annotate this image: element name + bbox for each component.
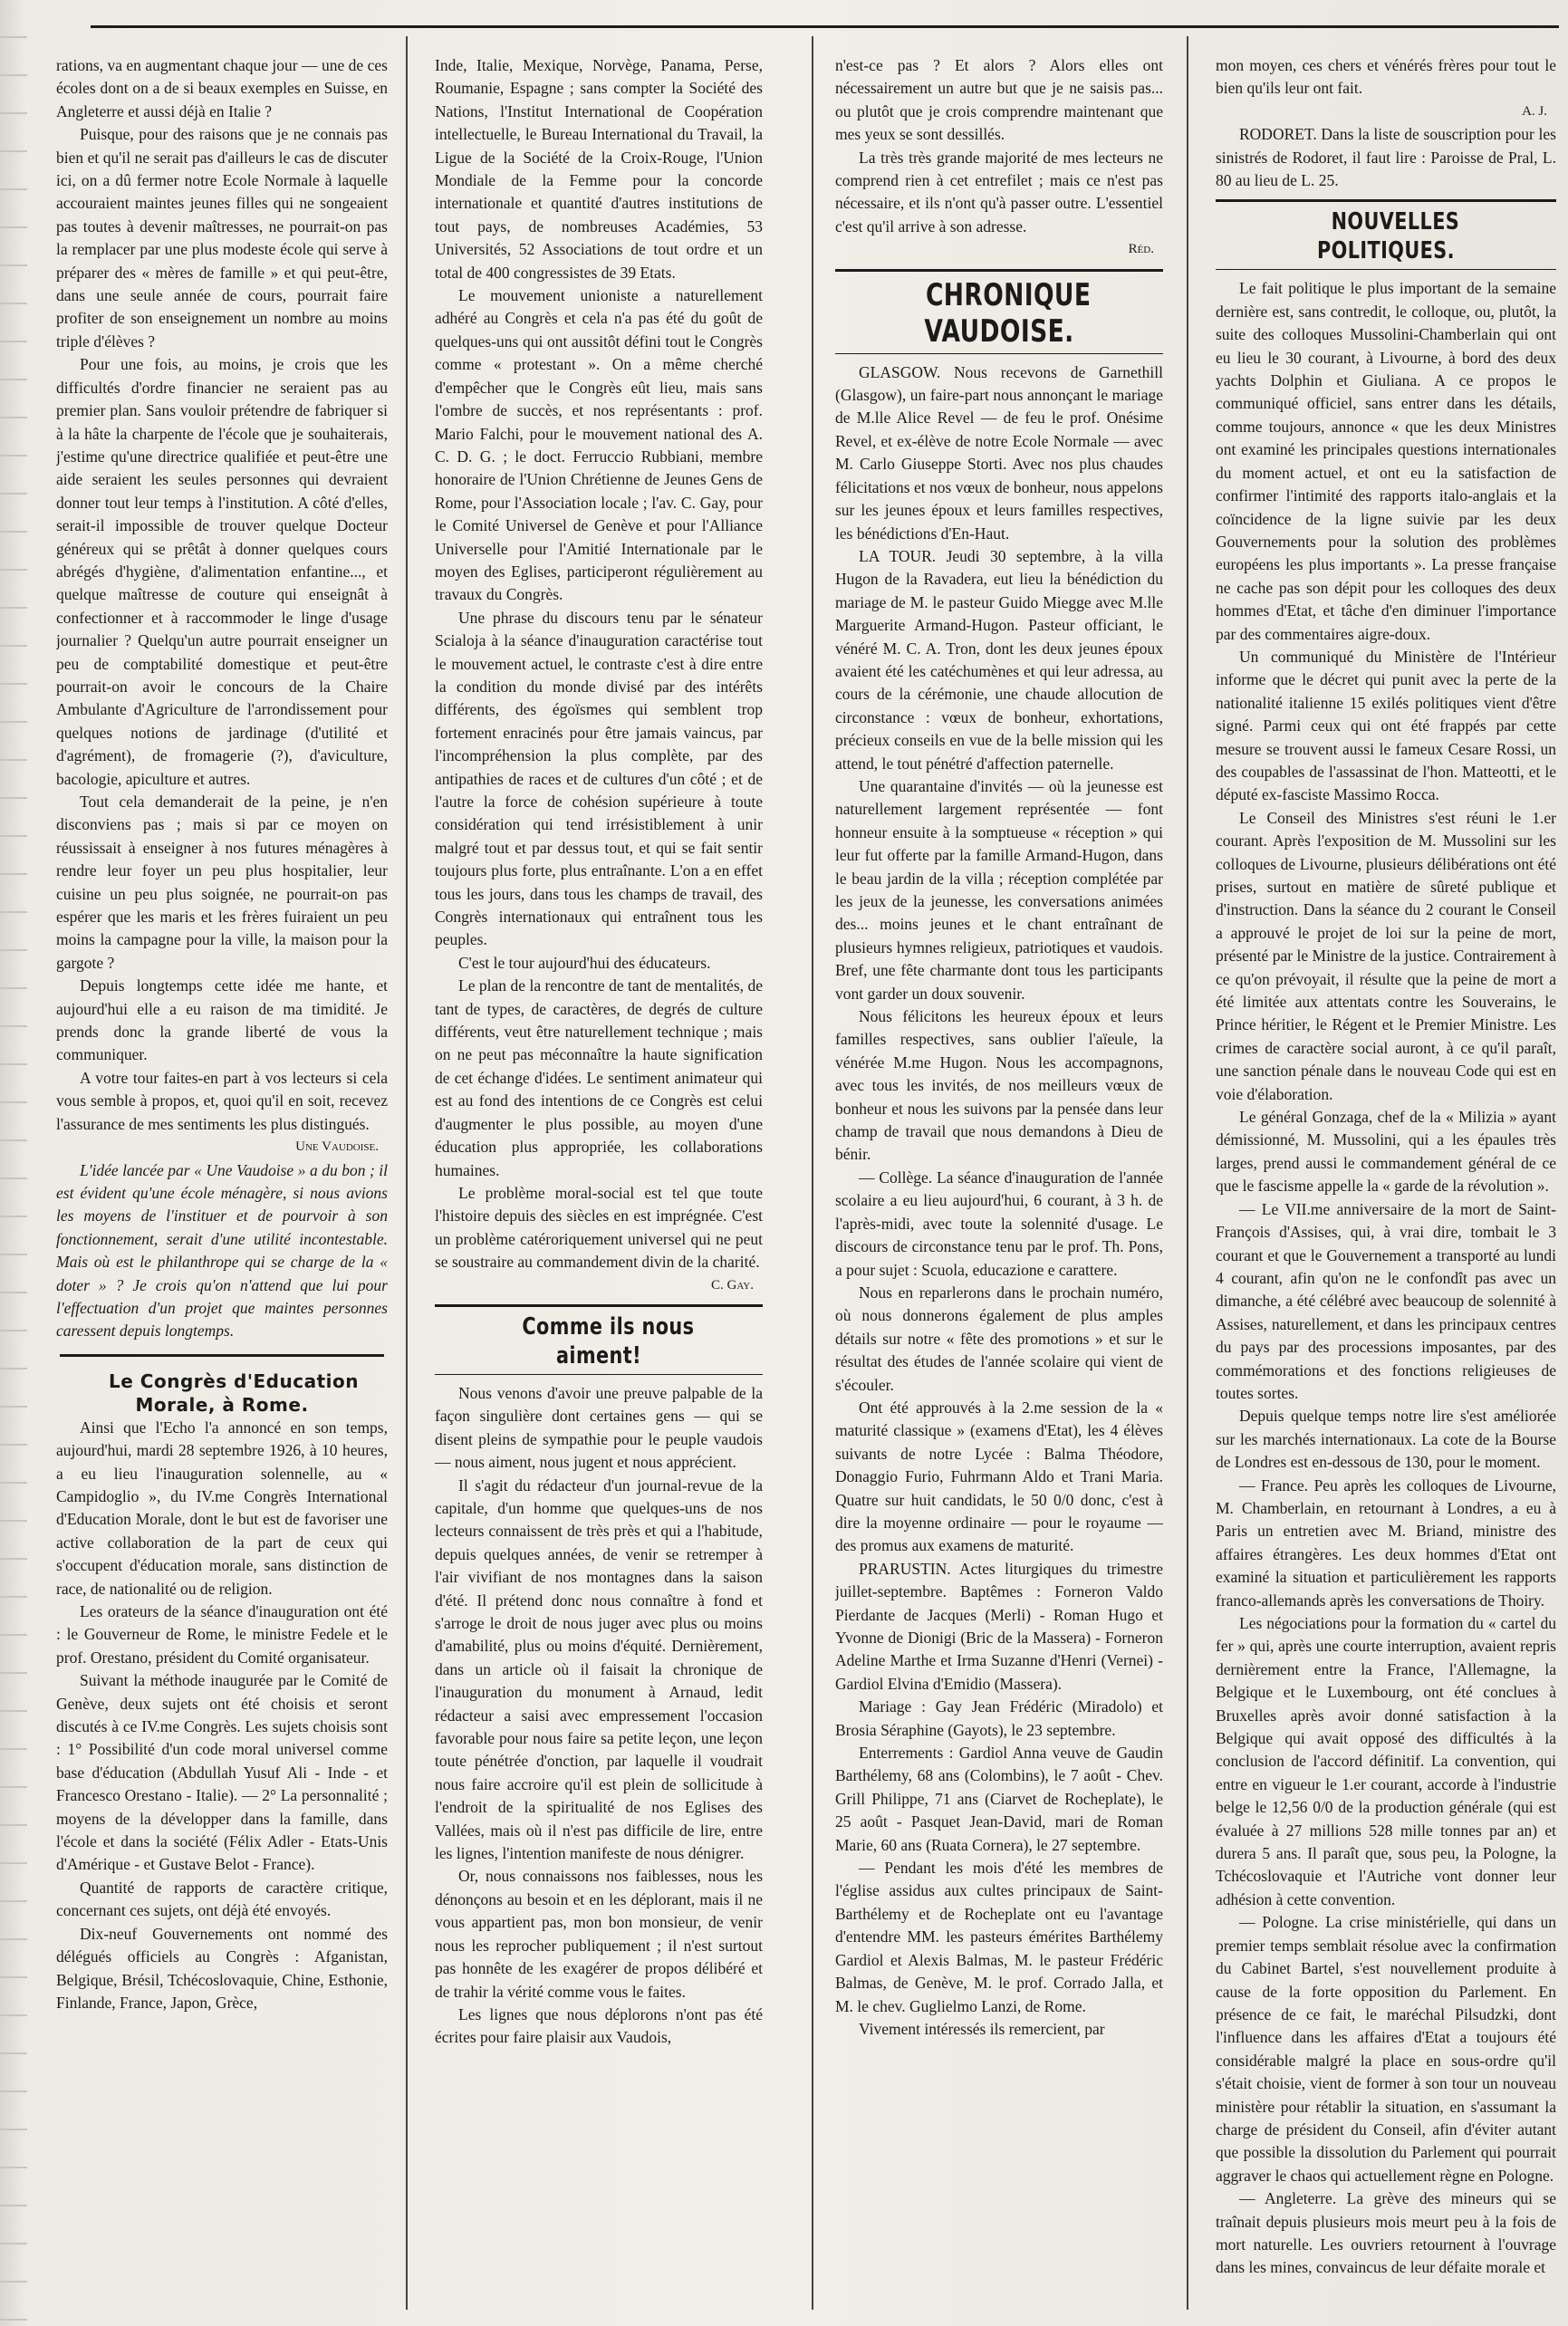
paragraph: Vivement intéressés ils remercient, par [859,2019,1105,2038]
paragraph: Tout cela demanderait de la peine, je n'en disconviens pas ; mais si par ce moyen on réussissait à enseigner à nos futures ménagères à rendre leur foyer un peu plus hospitalier, leur cuisine un peu plus soignée, ne pourrait-on pas espérer que les maris et les frères fuiraient un peu moins la campagne pour la ville, la maison pour la gargote ? [56,793,388,972]
paragraph: Puisque, pour des raisons que je ne connais pas bien et qu'il ne serait pas d'ailleurs le cas de discuter ici, on a dû fermer notre Ecole Normale à laquelle accouraient maintes jeunes filles qui ne songeaient pas toutes à devenir maîtresses, ne pourrait-on pas la remplacer par une plus modeste école qui serve à préparer des « mères de famille » et qui peut-être, dans une seule année de cours, pourrait faire profiter de son enseignement un nombre au moins triple d'élèves ? [56,125,388,351]
paragraph: — Collège. La séance d'inauguration de l'année scolaire a eu lieu aujourd'hui, 6 courant, à 3 h. de l'après-midi, avec toute la solennité d'usage. Le discours de circonstance tenu par le prof. Th. Pons, a pour sujet : Scuola, educazione e carattere. [835,1168,1163,1279]
signature: A. J. [1522,103,1547,119]
signature: Réd. [1128,242,1154,257]
paragraph: Les orateurs de la séance d'inauguration ont été : le Gouverneur de Rome, le ministre Fedele et le prof. Orestano, président du Comité organisateur. [56,1602,388,1667]
paragraph: Pour une fois, au moins, je crois que les difficultés d'ordre financier ne seraient pas au premier plan. Sans vouloir prétendre de fabriquer si à la hâte la charpente de l'école que je souhaiterais, j'estime qu'une directrice qualifiée et peut-être une aide seraient les seules personnes qui devraient donner tout leur temps à l'institution. A côté d'elles, serait-il impossible de trouver quelque Docteur généreux qui se prêtât à donner quelques cours abrégés d'hygiène, d'alimentation enfantine..., et quelque maîtresse de couture qui enseignât à confectionner et à raccommoder le linge d'usage journalier ? Quelqu'un autre pourrait enseigner un peu de comptabilité domestique et peut-être pourrait-on avoir le concours de la Chaire Ambulante d'Agriculture de l'arrondissement pour quelques notions de jardinage (d'utilité et d'agrément), de fromagerie (?), d'aviculture, bacologie, apiculture et autres. [56,355,388,788]
paragraph: — Le VII.me anniversaire de la mort de Saint-François d'Assises, qui, à vrai dire, tombait le 3 courant et que le Gouvernement a transporté au lundi 4 courant, afin qu'on ne le confondît pas avec un dimanche, a été célébré avec beaucoup de solennité à Assises, naturellement, et dans les principaux centres du pays par des processions imposantes, par des commémorations et des fonctions religieuses de toutes sortes. [1216,1199,1556,1402]
column-4 [1216,54,1556,2310]
paragraph: Enterrements : Gardiol Anna veuve de Gaudin Barthélemy, 68 ans (Colombins), le 7 août - Chev. Grill Philippe, 71 ans (Ciarvet de Rocheplate), le 25 août - Pasquet Jean-David, mari de Roman Marie, 60 ans (Ruata Cornera), le 27 septembre. [835,1744,1163,1854]
heading-box [835,269,1163,354]
signature: C. Gay. [711,1277,754,1293]
column-divider [812,36,813,2310]
paragraph: Nous félicitons les heureux époux et leurs familles respectives, sans oublier l'aïeule, la vénérée M.me Hugon. Nous les accompagnons, avec tous les invités, de nos meilleurs vœux de bonheur et nous les suivons par la pensée dans leur champ de travail que nous demandons à Dieu de bénir. [835,1007,1163,1164]
page-edge-shadow [0,0,27,2326]
section-heading: NOUVELLES POLITIQUES. [1317,208,1460,265]
paragraph: Depuis quelque temps notre lire s'est améliorée sur les marchés internationaux. La cote de la Bourse de Londres est en-dessous de 130, pour le moment. [1216,1407,1556,1472]
paragraph: n'est-ce pas ? Et alors ? Alors elles ont nécessairement un autre but que je ne saisis pas... ou plutôt que je crois comprendre maintenant que mes yeux se sont dessillés. [835,56,1163,144]
paragraph: Quantité de rapports de caractère critique, concernant ces sujets, ont déjà été envoyés. [56,1878,388,1920]
paragraph: Un communiqué du Ministère de l'Intérieur informe que le décret qui punit avec la perte de la nationalité italienne 15 exilés politiques vient d'être signé. Parmi ceux qui ont été frappés par cette mesure se trouvent aussi le fameux Cesare Rossi, un des coupables de l'assassinat de l'hon. Matteotti, et le député ex-fasciste Massimo Rocca. [1216,647,1556,804]
paragraph: rations, va en augmentant chaque jour — une de ces écoles dont on a de si beaux exemples en Suisse, en Angleterre et aussi déjà en Italie ? [56,56,388,120]
column-2 [435,54,763,2310]
paragraph: Depuis longtemps cette idée me hante, et aujourd'hui elle a eu raison de ma timidité. Je prends donc la grande liberté de vous la communiquer. [56,976,388,1064]
paragraph: GLASGOW. Nous recevons de Garnethill (Glasgow), un faire-part nous annonçant le mariage de M.lle Alice Revel — de feu le prof. Onésime Revel, et ex-élève de notre Ecole Normale — avec M. Carlo Giuseppe Storti. Avec nos plus chaudes félicitations et nos vœux de bonheur, nous appelons sur les jeunes époux et leurs familles respectives, les bénédictions d'En-Haut. [835,362,1163,543]
column-divider [406,36,408,2310]
paragraph: Mariage : Gay Jean Frédéric (Miradolo) et Brosia Séraphine (Gayots), le 23 septembre. [835,1697,1163,1739]
paragraph: mon moyen, ces chers et vénérés frères pour tout le bien qu'ils leur ont fait. [1216,56,1556,98]
column-3 [835,54,1163,2310]
paragraph: Dix-neuf Gouvernements ont nommé des délégués officiels au Congrès : Afganistan, Belgique, Brésil, Tchécoslovaquie, Chine, Esthonie, Finlande, France, Japon, Grèce, [56,1924,388,2012]
paragraph: Les lignes que nous déplorons n'ont pas été écrites pour faire plaisir aux Vaudois, [435,2004,763,2047]
paragraph: PRARUSTIN. Actes liturgiques du trimestre juillet-septembre. Baptêmes : Forneron Valdo Pierdante de Jacques (Merli) - Roman Hugo et Yvonne de Dionigi (Bric de la Massera) - Forneron Adeline Marthe et Irma Suzanne d'Henri (Vernei) - Gardiol Elvina d'Emidio (Massera). [835,1559,1163,1693]
paragraph: C'est le tour aujourd'hui des éducateurs. [458,953,711,972]
paragraph: Le plan de la rencontre de tant de mentalités, de tant de types, de caractères, de degrés de culture différents, veut être naturellement technique ; mais on ne peut pas méconnaître la haute signification de cet échange d'idées. Le sentiment animateur qui est au fond des intentions de ce Congrès est celui d'augmenter le plus possible, au moyen d'une éducation plus appropriée, les collaborations humaines. [435,976,763,1179]
paragraph: Or, nous connaissons nos faiblesses, nous les dénonçons au besoin et en les déplorant, mais il ne vous appartient pas, mon bon monsieur, de venir nous les reprocher publiquement ; il n'est surtout pas honnête de les exagérer de propos délibéré et de trahir la vérité comme vous le faites. [435,1867,763,2001]
paragraph: — France. Peu après les colloques de Livourne, M. Chamberlain, en retournant à Londres, a eu à Paris un entretien avec M. Briand, ministre des affaires étrangères. Les deux hommes d'Etat ont examiné la situation et particulièrement les rapports franco-allemands après les conversations de Thoiry. [1216,1475,1556,1610]
heading-box [435,1304,763,1375]
paragraph: Nous venons d'avoir une preuve palpable de la façon singulière dont certaines gens — qui se disent pleins de sympathie pour le peuple vaudois — nous aiment, nous jugent et nous apprécient. [435,1383,763,1472]
paragraph: LA TOUR. Jeudi 30 septembre, à la villa Hugon de la Ravadera, eut lieu la bénédiction du mariage de M. le pasteur Guido Miegge avec M.lle Marguerite Armand-Hugon. Pasteur officiant, le vénéré M. C. A. Tron, dont les deux jeunes époux avaient été les catéchumènes et qui leur adressa, au cours de la cérémonie, une chaude allocution de circonstance : vœux de bonheur, exhortations, précieux conseils en vue de la belle mission qui les attend, le tout pénétré d'affection paternelle. [835,546,1163,773]
paragraph: Une quarantaine d'invités — où la jeunesse est naturellement largement représentée — font honneur ensuite à la somptueuse « réception » qui leur fut offerte par la famille Armand-Hugon, dans le beau jardin de la villa ; réception complétée par les jeux de la jeunesse, les conversations animées des... moins jeunes et le chant entraînant de plusieurs hymnes religieux, patriotiques et vaudois. Bref, une fête charmante dont tous les participants vont garder un doux souvenir. [835,776,1163,1003]
paragraph: Le problème moral-social est tel que toute l'histoire depuis des siècles en est imprégnée. C'est un problème catéroriquement universel qui ne peut se soustraire au commandement divin de la charité. [435,1183,763,1272]
paragraph: A votre tour faites-en part à vos lecteurs si cela vous semble à propos, et, quoi qu'il en soit, recevez l'assurance de mes sentiments les plus distingués. [56,1068,388,1133]
column-divider [1187,36,1188,2310]
paragraph: — Angleterre. La grève des mineurs qui se traînait depuis plusieurs mois meurt peu à la fois de mort naturelle. Les ouvriers retournent à l'ouvrage dans les mines, convaincus de leur défaite morale et [1216,2189,1556,2277]
paragraph: Une phrase du discours tenu par le sénateur Scialoja à la séance d'inauguration caractérise tout le mouvement actuel, le contraste c'est à dire entre la condition du monde divisé par des intérêts différents, des égoïsmes qui semblent trop fortement enracinés pour être jamais vaincus, par l'incompréhension la plus complète, par des antipathies de races et de cultures d'un côté ; et de l'autre la force de cohésion supérieure à toute considération qui tend irrésistiblement à unir malgré tout et par dessus tout, et qui se fait sentir toujours plus forte, plus entraînante. L'on a en effet tous les jours, dans tous les champs de travail, des Congrès internationaux qui entraînent tous les peuples. [435,608,763,949]
section-separator [60,1354,384,1357]
paragraph: Ont été approuvés à la 2.me session de la « maturité classique » (examens d'Etat), les 4 élèves suivants de notre Lycée : Balma Théodore, Donaggio Furio, Fuhrmann Aldo et Trani Maria. Quatre sur huit candidats, le 50 0/0 donc, c'est à dire la moyenne ordinaire — pour le royaume — des promus aux examens de maturité. [835,1398,1163,1555]
paragraph: Le fait politique le plus important de la semaine dernière est, sans contredit, le colloque, ou, plutôt, la suite des colloques Mussolini-Chamberlain qui ont eu lieu le 30 courant, à Livourne, à bord des deux yachts Dolphin et Giuliana. A ce propos le communiqué officiel, sans entrer dans les détails, comme toujours, annonce « que les deux Ministres ont examiné les principales questions internationales du moment actuel, et ont eu la satisfaction de confirmer l'intimité des rapports italo-anglais et la coïncidence de la ligne suivie par les deux Gouvernements pour la solution des problèmes européens les plus importants ». La presse française ne cache pas son dépit pour les colloques des deux hommes d'Etat, et tâche d'en diminuer l'importance par des commentaires aigre-doux. [1216,279,1556,643]
paragraph: Le mouvement unioniste a naturellement adhéré au Congrès et cela n'a pas été du goût de quelques-uns qui ont aussitôt défini tout le Congrès comme « protestant ». On a même cherché d'empêcher que le Congrès eût lieu, mais sans l'ombre de succès, et nos représentants : prof. Mario Falchi, pour le mouvement national des A. C. D. G. ; le doct. Ferruccio Rubbiani, membre honoraire de l'Union Chrétienne de Jeunes Gens de Rome, pour l'Association locale ; l'av. C. Gay, pour le Comité Universel de Genève et pour l'Alliance Universelle pour l'Amitié Internationale par le moyen des Eglises, participeront régulièrement au travaux du Congrès. [435,286,763,604]
paragraph: Il s'agit du rédacteur d'un journal-revue de la capitale, d'un homme que quelques-uns de nos lecteurs connaissent de très près et qui a l'habitude, depuis quelques années, de venir se retremper à l'air vivifiant de nos montagnes dans la saison d'été. Il prétend donc nous connaître à fond et s'arroge le droit de nous juger avec plus ou moins d'amabilité, plus ou moins d'équité. Dernièrement, dans un article où il faisait la chronique de l'inauguration du monument à Arnaud, ledit rédacteur a saisi avec empressement l'occasion favorable pour nous faire sa petite leçon, une leçon toute pénétrée d'onction, par laquelle il voudrait nous faire accroire qu'il est plein de sollicitude à l'endroit de la spiritualité de nos Eglises des Vallées, mais où il n'est pas difficile de lire, entre les lignes, l'intention manifeste de nous dénigrer. [435,1475,763,1863]
article-heading: Le Congrès d'Education Morale, à Rome. [109,1370,359,1416]
paragraph: Ainsi que l'Echo l'a annoncé en son temps, aujourd'hui, mardi 28 septembre 1926, à 10 heures, a eu lieu l'inauguration solennelle, au « Campidoglio », du IV.me Congrès International d'Education Morale, dont le but est de favoriser une active collaboration de la part de ceux qui s'occupent d'éducation morale, sans distinction de race, de nationalité ou de religion. [56,1418,388,1598]
section-heading: CHRONIQUE VAUDOISE. [924,276,1092,350]
editor-note: L'idée lancée par « Une Vaudoise » a du bon ; il est évident qu'une école ménagère, si nous avions les moyens de l'instituer et de pourvoir à son fonctionnement, serait d'une utilité incontestable. Mais où est le philanthrope qui se charge de la « doter » ? Je crois qu'on n'attend que lui pour l'effectuation d'un projet que maintes personnes caressent depuis longtemps. [56,1160,388,1341]
paragraph: — Pendant les mois d'été les membres de l'église assidus aux cultes principaux de Saint-Barthélemy et de Rocheplate ont eu l'avantage d'entendre MM. les pasteurs émérites Barthélemy Gardiol et Alexis Balmas, M. le pasteur Frédéric Balmas, de Genève, M. le prof. Corrado Jalla, et M. le chev. Guglielmo Lanzi, de Rome. [835,1859,1163,2015]
article-heading: Comme ils nous aiment! [522,1312,695,1370]
top-rule [91,25,1559,28]
column-1 [56,54,388,2310]
paragraph: Inde, Italie, Mexique, Norvège, Panama, Perse, Roumanie, Espagne ; sans compter la Société des Nations, l'Institut International de Coopération intellectuelle, le Bureau International du Travail, la Ligue de la Société de la Croix-Rouge, l'Union Mondiale de la Femme pour la concorde internationale et quantité d'autres institutions de tout pays, de nombreuses Académies, 53 Universités, 52 Associations de tout ordre et un total de 400 congressistes de 39 Etats. [435,56,763,282]
heading-box [1216,199,1556,270]
paragraph: La très très grande majorité de mes lecteurs ne comprend rien à cet entrefilet ; mais ce n'est pas nécessaire, et ils n'ont qu'à passer outre. L'essentiel c'est qu'il arrive à son adresse. [835,148,1163,235]
paragraph: — Pologne. La crise ministérielle, qui dans un premier temps semblait résolue avec la confirmation du Cabinet Bartel, s'est nouvellement produite à cause de la forte opposition du Parlement. En présence de ce fait, le maréchal Pilsudzki, dont l'influence dans les affaires d'Etat a toujours été considérable malgré la place en sous-ordre qu'il s'était choisie, vient de former à son tour un nouveau ministère pour rétablir la situation, en s'assumant la charge de président du Conseil, afin d'éviter autant que possible la dissolution du Parlement qui pourrait aggraver le chaos qui actuellement règne en Pologne. [1216,1913,1556,2185]
paragraph: Nous en reparlerons dans le prochain numéro, où nous donnerons également de plus amples détails sur notre « fête des promotions » et sur le résultat des études de l'année scolaire qui vient de s'écouler. [835,1283,1163,1394]
paragraph: Suivant la méthode inaugurée par le Comité de Genève, deux sujets ont été choisis et seront discutés à ce IV.me Congrès. Les sujets choisis sont : 1° Possibilité d'un code moral universel comme base d'éducation (Abdullah Yusuf Ali - Inde - et Francesco Orestano - Italie). — 2° La personnalité ; moyens de la développer dans la famille, dans l'école et dans la société (Félix Adler - Etats-Unis d'Amérique - et Gustave Belot - France). [56,1671,388,1874]
paragraph: Le général Gonzaga, chef de la « Milizia » ayant démissionné, M. Mussolini, qui a les épaules très larges, prend aussi le commandement général de ce que le fascisme appelle la « garde de la révolution ». [1216,1108,1556,1196]
paragraph: Les négociations pour la formation du « cartel du fer » qui, après une courte interruption, avaient repris dernièrement entre la France, l'Allemagne, la Belgique et le Luxembourg, ont été conclues à Bruxelles après avoir donné satisfaction à la Belgique qui avait opposé des difficultés à la conclusion de l'accord définitif. La convention, qui entre en vigueur le 1.er courant, accorde à l'industrie belge le 12,56 0/0 de la production générale (qui est évaluée à 27 millions 528 mille tonnes par an) et durera 5 ans. Il paraît que, sous peu, la Pologne, la Tchécoslovaquie et l'Autriche vont donner leur adhésion à cette convention. [1216,1614,1556,1908]
paragraph: RODORET. Dans la liste de souscription pour les sinistrés de Rodoret, il faut lire : Paroisse de Pral, L. 80 au lieu de L. 25. [1216,125,1556,190]
paragraph: Le Conseil des Ministres s'est réuni le 1.er courant. Après l'exposition de M. Mussolini sur les colloques de Livourne, plusieurs délibérations ont été prises, surtout en matière de sûreté publique et d'instruction. Dans la séance du 2 courant le Conseil a approuvé le projet de loi sur la peine de mort, présenté par le Ministre de la justice. Contrairement à ce qu'on prévoyait, il résulte que la peine de mort a été limitée aux attentats contre les Souverains, le Prince héritier, le Régent et le Premier Ministre. Les crimes de caractère social auront, à ce qu'il paraît, une sanction pénale dans le nouveau Code qui est en voie d'élaboration. [1216,808,1556,1103]
signature: Une Vaudoise. [295,1139,379,1155]
